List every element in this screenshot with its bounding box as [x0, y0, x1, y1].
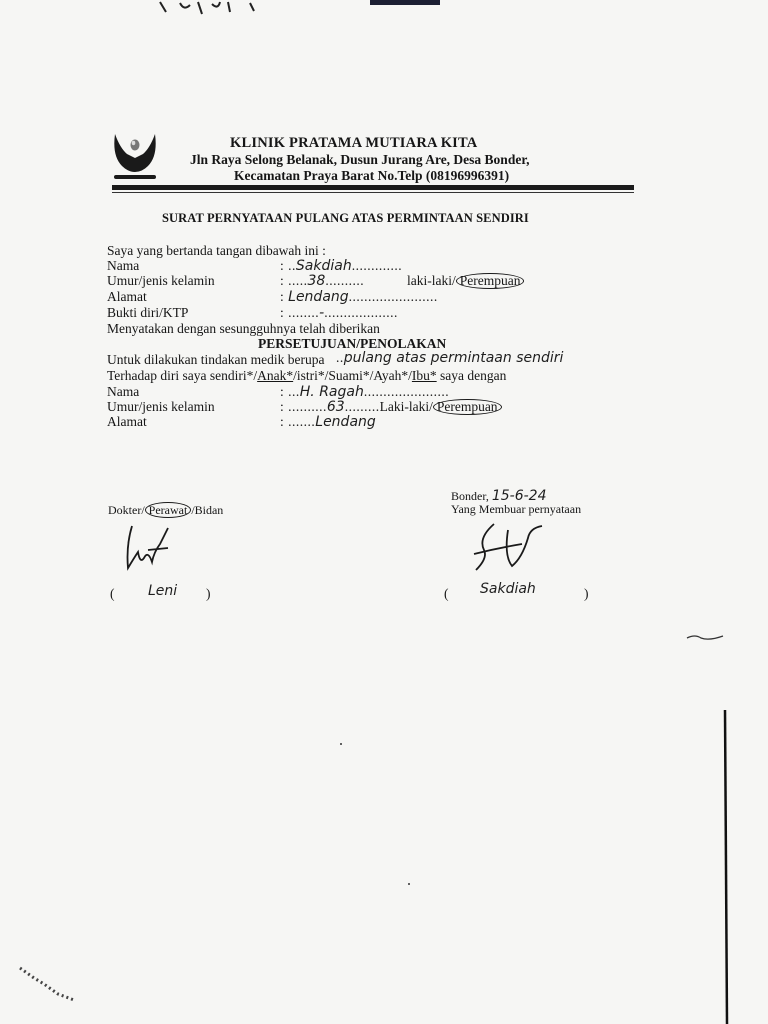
- declarant-address-value: Lendang: [288, 289, 349, 305]
- declarant-sex-row: [407, 273, 524, 289]
- against-line: [107, 368, 506, 384]
- top-scan-artifact: [120, 0, 440, 20]
- declarant-id-value: -: [319, 305, 325, 321]
- left-signature: [118, 522, 178, 574]
- patient-name-row: : ...H. Ragah......................: [280, 384, 450, 400]
- header-rule-thin: [112, 192, 634, 193]
- against-prefix: Terhadap diri saya sendiri*/: [107, 368, 258, 383]
- declarant-id-label: Bukti diri/KTP: [107, 305, 189, 320]
- patient-sex-male: Laki-laki/: [379, 399, 433, 414]
- patient-name-value: H. Ragah: [299, 384, 364, 400]
- declarant-age-value: 38: [307, 273, 326, 289]
- right-signature: [468, 518, 558, 574]
- header-rule-thick: [112, 185, 634, 190]
- action-row: ..pulang atas permintaan sendiri: [336, 350, 564, 366]
- clinic-name: KLINIK PRATAMA MUTIARA KITA: [230, 135, 478, 151]
- declarant-age-row: : .....38..........: [280, 273, 365, 289]
- declarant-sex-male: laki-laki/: [407, 273, 456, 288]
- patient-address-value: Lendang: [315, 414, 376, 430]
- stray-dot: [340, 743, 342, 745]
- action-value: pulang atas permintaan sendiri: [343, 350, 564, 366]
- clinic-address: Jln Raya Selong Belanak, Dusun Jurang Are, Desa Bonder,: [190, 152, 530, 167]
- document-title: SURAT PERNYATAAN PULANG ATAS PERMINTAAN SENDIRI: [162, 211, 529, 225]
- statement-line: Menyatakan dengan sesungguhnya telah diberikan: [107, 321, 380, 336]
- against-mid: /istri*/Suami*/Ayah*/: [293, 368, 412, 383]
- left-role-line: [108, 502, 223, 518]
- patient-age-value: 63: [326, 399, 345, 415]
- statement-heading: PERSETUJUAN/PENOLAKAN: [258, 336, 447, 351]
- patient-sex-female-circled: Perempuan: [433, 399, 502, 415]
- patient-address-row: : .......Lendang: [280, 414, 376, 430]
- patient-age-label: Umur/jenis kelamin: [107, 399, 215, 414]
- right-role: Yang Membuar pernyataan: [451, 502, 582, 516]
- declarant-name-label: Nama: [107, 258, 140, 273]
- left-open-paren: (: [110, 586, 115, 601]
- declarant-name-value: Sakdiah: [295, 258, 352, 274]
- patient-address-label: Alamat: [107, 414, 147, 429]
- left-role-nurse-circled: Perawat: [145, 502, 192, 518]
- right-edge-line: [718, 710, 730, 1024]
- declarant-address-row: : Lendang.......................: [280, 289, 438, 305]
- against-ibu-underlined: Ibu*: [411, 368, 437, 383]
- right-open-paren: (: [444, 586, 449, 601]
- clinic-logo-icon: [110, 128, 160, 182]
- right-signer-name: Sakdiah: [480, 581, 536, 597]
- stray-dot: [408, 883, 410, 885]
- right-date: 15-6-24: [491, 488, 547, 504]
- right-close-paren: ): [584, 586, 589, 601]
- declarant-age-label: Umur/jenis kelamin: [107, 273, 215, 288]
- action-label: Untuk dilakukan tindakan medik berupa: [107, 352, 325, 367]
- patient-age-row: : ..........63.........Laki-laki/ Perempuan: [280, 399, 502, 415]
- patient-name-label: Nama: [107, 384, 140, 399]
- corner-smudge: [14, 960, 84, 1004]
- declarant-intro: Saya yang bertanda tangan dibawah ini :: [107, 243, 326, 258]
- declarant-address-label: Alamat: [107, 289, 147, 304]
- declarant-sex-female-circled: Perempuan: [456, 273, 525, 289]
- declarant-name-row: : ..Sakdiah.............: [280, 258, 403, 274]
- margin-scribble: [686, 632, 726, 642]
- left-signer-name: Leni: [148, 583, 178, 599]
- left-role-doctor: Dokter/: [108, 503, 145, 517]
- right-place: Bonder,: [451, 489, 489, 503]
- against-suffix: saya dengan: [436, 368, 507, 383]
- against-anak-underlined: Anak*: [257, 368, 294, 383]
- left-close-paren: ): [206, 586, 211, 601]
- clinic-city-phone: Kecamatan Praya Barat No.Telp (08196996391): [234, 168, 510, 183]
- declarant-id-row: : ........-...................: [280, 305, 398, 321]
- left-role-midwife: /Bidan: [191, 503, 224, 517]
